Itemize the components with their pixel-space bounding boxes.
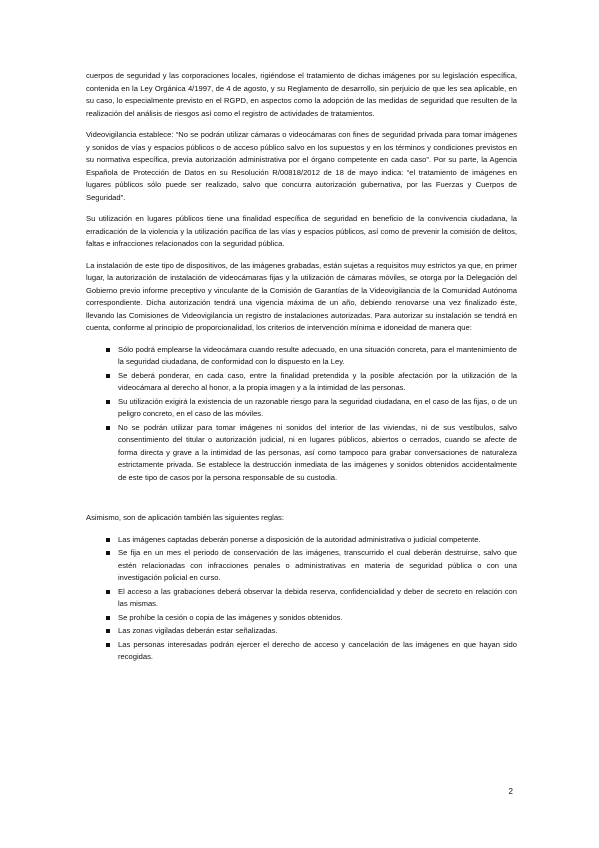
- page-number: 2: [508, 787, 513, 796]
- list-item-text: Las personas interesadas podrán ejercer el derecho de acceso y cancelación de las imágenes en que hayan sido recogidas.: [118, 639, 517, 661]
- list-item: [86, 396, 517, 421]
- square-bullet-icon: [106, 538, 110, 542]
- paragraph: La instalación de este tipo de dispositivos, de las imágenes grabadas, están sujetas a requisitos muy estrictos ya que, en primer lugar, la autorización de instalación de videocámaras fijas y la utilización de cámaras móviles, se otorga por la Delegación del Gobierno previo informe preceptivo y vinculante de la Comisión de Garantías de la Videovigilancia de la Comunidad Autónoma correspondiente. Dicha autorización tendrá una vigencia máxima de un año, debiendo renovarse una vez finalizado éste, llevando las Comisiones de Videovigilancia un registro de instalaciones autorizadas. Para autorizar su instalación se tendrá en cuenta, conforme al principio de proporcionalidad, los criterios de intervención mínima e idoneidad de manera que:: [86, 260, 517, 332]
- square-bullet-icon: [106, 616, 110, 620]
- list-item: [86, 547, 517, 585]
- square-bullet-icon: [106, 374, 110, 378]
- square-bullet-icon: [106, 551, 110, 555]
- square-bullet-icon: [106, 590, 110, 594]
- list-item: [86, 586, 517, 611]
- list-item-text: Las imágenes captadas deberán ponerse a disposición de la autoridad administrativa o judicial competente.: [118, 534, 481, 544]
- paragraph: cuerpos de seguridad y las corporaciones locales, rigiéndose el tratamiento de dichas imágenes por su legislación específica, contenida en la Ley Orgánica 4/1997, de 4 de agosto, y su Reglamento de desarrollo, sin perjuicio de que les sea aplicable, en su caso, lo especialmente previsto en el RGPD, en aspectos como la adopción de las medidas de seguridad que resulten de la realización del análisis de riesgos así como el registro de actividades de tratamientos.: [86, 71, 517, 118]
- criteria-list: [86, 344, 517, 485]
- list-item-text: Se prohíbe la cesión o copia de las imágenes y sonidos obtenidos.: [118, 612, 343, 622]
- list-item: [86, 625, 517, 638]
- list-item-text: No se podrán utilizar para tomar imágenes ni sonidos del interior de las viviendas, ni de sus vestíbulos, salvo consentimiento del titular o autorización judicial, ni en lugares públicos, abiertos o cerrados, cuando se afecte de forma directa y grave a la intimidad de las personas, así como tampoco para grabar conversaciones de naturaleza estrictamente privada. Se establece la destrucción inmediata de las imágenes y sonidos obtenidos accidentalmente de este tipo de casos por la persona responsable de su custodia.: [118, 422, 517, 482]
- list-item-text: Su utilización exigirá la existencia de un razonable riesgo para la seguridad ciudadana, en el caso de las fijas, o de un peligro concreto, en el caso de las móviles.: [118, 396, 517, 418]
- rules-list: [86, 534, 517, 664]
- list-item: [86, 639, 517, 664]
- list-item: [86, 344, 517, 369]
- square-bullet-icon: [106, 426, 110, 430]
- square-bullet-icon: [106, 629, 110, 633]
- spacer: [86, 493, 517, 512]
- list-item-text: El acceso a las grabaciones deberá observar la debida reserva, confidencialidad y deber de secreto en relación con las mismas.: [118, 586, 517, 608]
- square-bullet-icon: [106, 643, 110, 647]
- document-body: [86, 70, 517, 673]
- paragraph: Videovigilancia establece: “No se podrán utilizar cámaras o videocámaras con fines de seguridad privada para tomar imágenes y sonidos de vías y espacios públicos o de acceso público salvo en los supuestos y en los términos y condiciones previstos en su normativa específica, previa autorización administrativa por el órgano competente en cada caso”. Por su parte, la Agencia Española de Protección de Datos en su Resolución R/00818/2012 de 18 de mayo indica: “el tratamiento de imágenes en lugares públicos sólo puede ser realizado, salvo que concurra autorización gubernativa, por las Fuerzas y Cuerpos de Seguridad”.: [86, 130, 517, 202]
- list-item-text: Sólo podrá emplearse la videocámara cuando resulte adecuado, en una situación concreta, para el mantenimiento de la seguridad ciudadana, de conformidad con lo dispuesto en la Ley.: [118, 344, 517, 366]
- list-item-text: Las zonas vigiladas deberán estar señalizadas.: [118, 626, 278, 635]
- list-item: [86, 422, 517, 485]
- list-item: [86, 612, 517, 625]
- list-item-text: Se deberá ponderar, en cada caso, entre la finalidad pretendida y la posible afectación por la utilización de la videocámara al derecho al honor, a la propia imagen y a la intimidad de las personas.: [118, 370, 517, 392]
- square-bullet-icon: [106, 348, 110, 352]
- square-bullet-icon: [106, 400, 110, 404]
- paragraph: Su utilización en lugares públicos tiene una finalidad específica de seguridad en beneficio de la convivencia ciudadana, la erradicación de la violencia y la utilización pacífica de las vías y espacios públicos, así como de prevenir la comisión de delitos, faltas e infracciones relacionados con la seguridad pública.: [86, 214, 517, 248]
- list-item-text: Se fija en un mes el periodo de conservación de las imágenes, transcurrido el cual deberán destruirse, salvo que estén relacionadas con infracciones penales o administrativas en materia de seguridad pública o con una investigación policial en curso.: [118, 548, 517, 582]
- list-item: [86, 370, 517, 395]
- list-item: [86, 534, 517, 547]
- paragraph: Asimismo, son de aplicación también las siguientes reglas:: [86, 513, 284, 522]
